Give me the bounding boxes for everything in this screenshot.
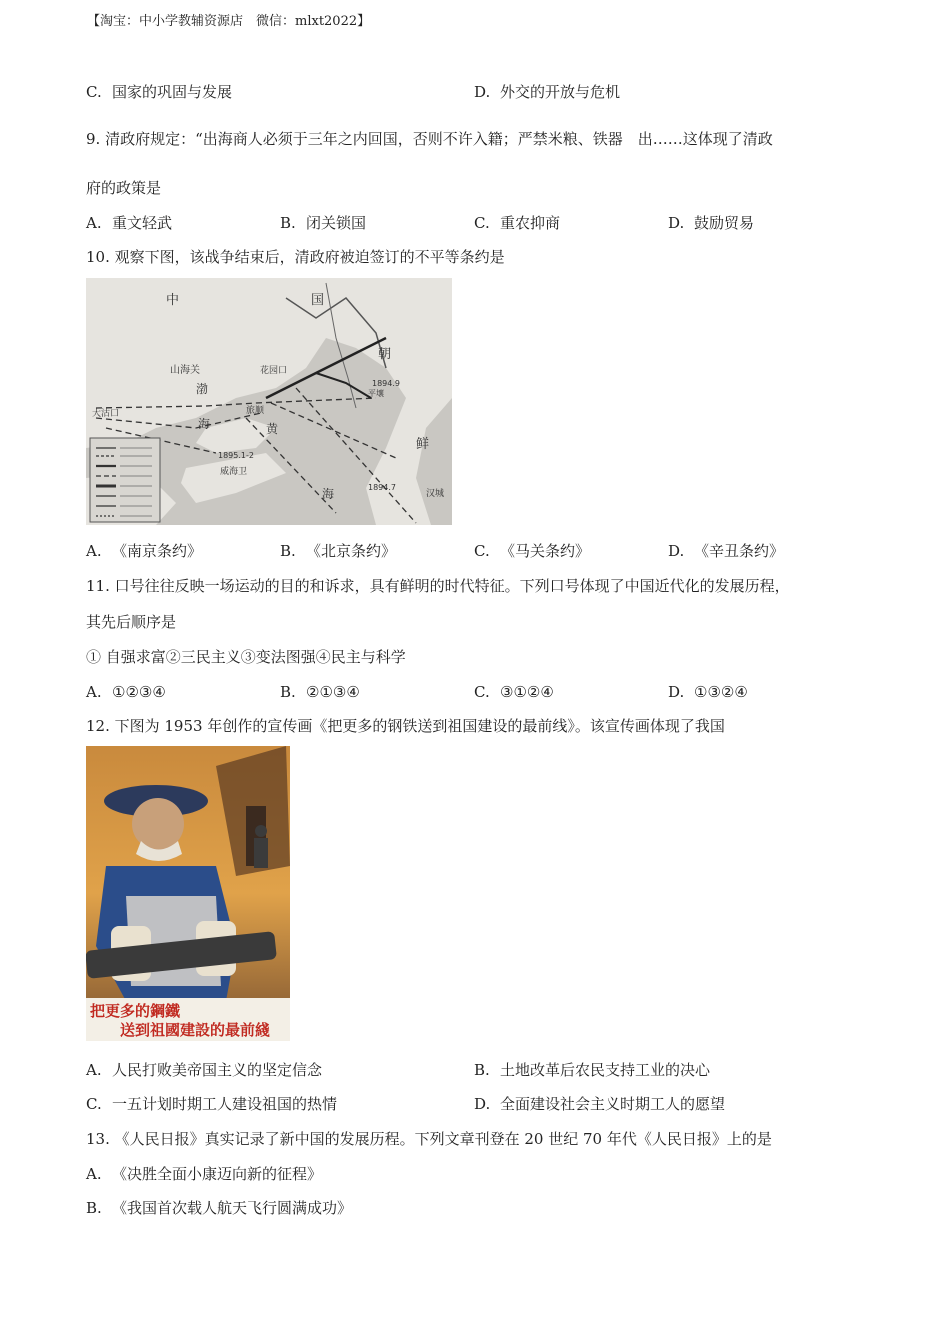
map-label-bohai: 渤 bbox=[196, 382, 209, 396]
map-label-lushun: 旅顺 bbox=[246, 406, 265, 416]
option-letter: A. bbox=[86, 1061, 102, 1079]
option-c[interactable] bbox=[474, 541, 590, 561]
option-letter: C. bbox=[474, 542, 490, 560]
option-letter: B. bbox=[280, 683, 296, 701]
map-label-date3: 1894.7 bbox=[368, 483, 396, 492]
option-b[interactable] bbox=[280, 682, 360, 702]
option-letter: D. bbox=[474, 1095, 491, 1113]
option-d[interactable] bbox=[668, 682, 748, 702]
option-d[interactable] bbox=[668, 213, 754, 233]
option-text: 全面建设社会主义时期工人的愿望 bbox=[500, 1095, 726, 1113]
option-letter: C. bbox=[474, 214, 490, 232]
option-a[interactable] bbox=[86, 1164, 322, 1184]
option-letter: B. bbox=[474, 1061, 490, 1079]
option-text: 《南京条约》 bbox=[112, 542, 203, 560]
poster-caption-line1: 把更多的鋼鐵 bbox=[90, 1002, 181, 1020]
option-letter: B. bbox=[280, 542, 296, 560]
map-label-yellowsea2: 海 bbox=[322, 487, 335, 501]
option-text: 人民打败美帝国主义的坚定信念 bbox=[112, 1061, 323, 1079]
option-b[interactable] bbox=[280, 213, 366, 233]
option-letter: D. bbox=[474, 83, 491, 101]
option-a[interactable] bbox=[86, 541, 202, 561]
option-b[interactable] bbox=[280, 541, 396, 561]
poster-caption-line2: 送到祖國建設的最前綫 bbox=[120, 1021, 271, 1039]
map-label-dagukou: 大沽口 bbox=[92, 409, 120, 419]
option-text: 《辛丑条约》 bbox=[694, 542, 785, 560]
option-letter: C. bbox=[86, 1095, 102, 1113]
map-label-weihaiwei: 威海卫 bbox=[220, 467, 248, 477]
option-a[interactable] bbox=[86, 1060, 322, 1080]
option-b[interactable] bbox=[86, 1198, 352, 1218]
question-11-stem-cont: 其先后顺序是 bbox=[86, 613, 177, 631]
option-d[interactable] bbox=[474, 1094, 725, 1114]
option-text: 鼓励贸易 bbox=[694, 214, 755, 232]
option-letter: D. bbox=[668, 683, 685, 701]
war-map-figure bbox=[86, 278, 452, 525]
option-a[interactable] bbox=[86, 682, 166, 702]
option-text: 重农抑商 bbox=[500, 214, 561, 232]
option-letter: A. bbox=[86, 1165, 102, 1183]
option-text: 闭关锁国 bbox=[306, 214, 367, 232]
map-label-date1: 1894.9 bbox=[372, 379, 400, 388]
option-text: 外交的开放与危机 bbox=[500, 83, 621, 101]
option-a[interactable] bbox=[86, 213, 172, 233]
question-11-items: ① 自强求富②三民主义③变法图强④民主与科学 bbox=[86, 648, 406, 666]
map-label-china2: 国 bbox=[311, 293, 325, 308]
option-letter: A. bbox=[86, 542, 102, 560]
option-text: 一五计划时期工人建设祖国的热情 bbox=[112, 1095, 338, 1113]
option-d[interactable] bbox=[474, 82, 620, 102]
option-letter: D. bbox=[668, 214, 685, 232]
question-9-stem: 9. 清政府规定：“出海商人必须于三年之内回国，否则不许入籍；严禁米粮、铁器 出……这体现了清政 bbox=[86, 130, 773, 148]
map-label-china: 中 bbox=[166, 293, 180, 308]
option-letter: C. bbox=[474, 683, 490, 701]
option-text: ③①②④ bbox=[500, 683, 554, 701]
map-label-bohai2: 海 bbox=[198, 417, 211, 431]
map-label-hanyang: 汉城 bbox=[426, 489, 445, 499]
map-label-huayuankou: 花园口 bbox=[260, 366, 288, 376]
option-text: 《决胜全面小康迈向新的征程》 bbox=[112, 1165, 323, 1183]
option-letter: B. bbox=[86, 1199, 102, 1217]
option-d[interactable] bbox=[668, 541, 784, 561]
option-b[interactable] bbox=[474, 1060, 710, 1080]
option-text: ①③②④ bbox=[694, 683, 748, 701]
option-text: 国家的巩固与发展 bbox=[112, 83, 233, 101]
question-12-stem: 12. 下图为 1953 年创作的宣传画《把更多的钢铁送到祖国建设的最前线》。该宣传画体现了我国 bbox=[86, 717, 725, 735]
option-c[interactable] bbox=[474, 213, 560, 233]
map-label-korea2: 鲜 bbox=[416, 437, 430, 452]
option-letter: B. bbox=[280, 214, 296, 232]
page-header: 【淘宝：中小学教辅资源店 微信：mlxt2022】 bbox=[87, 14, 371, 29]
map-label-pingrang: 平壤 bbox=[368, 389, 384, 398]
propaganda-poster-figure bbox=[86, 746, 290, 1041]
option-letter: C. bbox=[86, 83, 102, 101]
option-letter: A. bbox=[86, 214, 102, 232]
option-c[interactable] bbox=[474, 682, 554, 702]
map-label-yellowsea: 黄 bbox=[266, 422, 279, 436]
option-text: 土地改革后农民支持工业的决心 bbox=[500, 1061, 711, 1079]
map-label-korea: 朝 bbox=[378, 347, 392, 362]
map-label-date2: 1895.1-2 bbox=[218, 451, 254, 460]
option-text: 《我国首次载人航天飞行圆满成功》 bbox=[112, 1199, 353, 1217]
option-letter: D. bbox=[668, 542, 685, 560]
question-9-stem-cont: 府的政策是 bbox=[86, 179, 162, 197]
war-map-svg bbox=[86, 278, 452, 525]
question-13-stem: 13. 《人民日报》真实记录了新中国的发展历程。下列文章刊登在 20 世纪 70 年代《人民日报》上的是 bbox=[86, 1130, 772, 1148]
option-text: 重文轻武 bbox=[112, 214, 173, 232]
poster-svg bbox=[86, 746, 290, 1041]
option-c[interactable] bbox=[86, 1094, 337, 1114]
question-11-stem: 11. 口号往往反映一场运动的目的和诉求，具有鲜明的时代特征。下列口号体现了中国近代化的发展历程， bbox=[86, 577, 790, 595]
option-text: ①②③④ bbox=[112, 683, 166, 701]
option-text: 《北京条约》 bbox=[306, 542, 397, 560]
option-text: 《马关条约》 bbox=[500, 542, 591, 560]
option-c[interactable] bbox=[86, 82, 232, 102]
map-label-shanhaiguan: 山海关 bbox=[170, 365, 200, 376]
option-letter: A. bbox=[86, 683, 102, 701]
question-10-stem: 10. 观察下图，该战争结束后，清政府被迫签订的不平等条约是 bbox=[86, 248, 505, 266]
option-text: ②①③④ bbox=[306, 683, 360, 701]
